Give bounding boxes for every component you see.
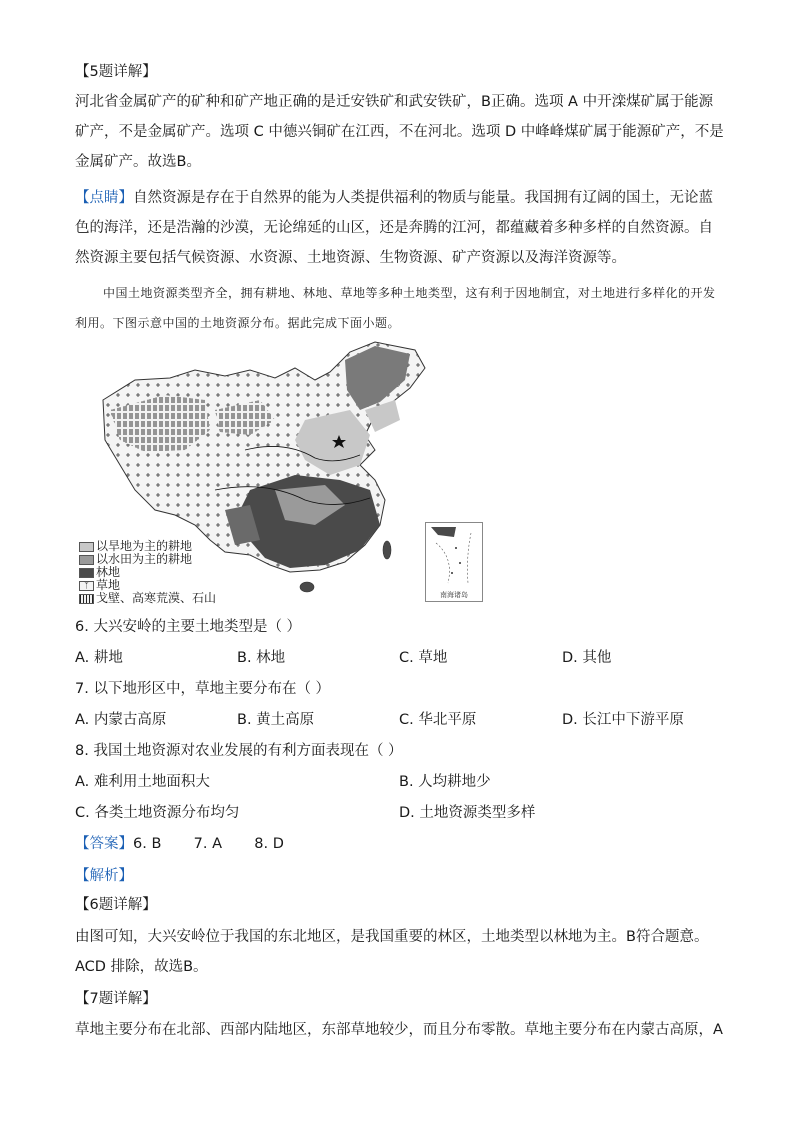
- q7-heading: 【7题详解】: [75, 991, 157, 1007]
- question-8-option-a[interactable]: A. 难利用土地面积大: [75, 774, 210, 790]
- question-8-stem: 8. 我国土地资源对农业发展的有利方面表现在（ ）: [75, 743, 403, 759]
- inset-map-graphic: [426, 523, 482, 591]
- question-6-option-c[interactable]: C. 草地: [399, 650, 448, 666]
- legend-swatch: [79, 568, 94, 578]
- q5-heading: 【5题详解】: [75, 64, 157, 80]
- question-6-option-a[interactable]: A. 耕地: [75, 650, 123, 666]
- dianjing-label: 【点睛】: [75, 190, 133, 206]
- question-8-option-d[interactable]: D. 土地资源类型多样: [399, 805, 536, 821]
- question-7-stem: 7. 以下地形区中，草地主要分布在（ ）: [75, 681, 331, 697]
- dianjing-text: 自然资源是存在于自然界的能为人类提供福利的物质与能量。我国拥有辽阔的国土，无论蓝色的海洋，还是浩瀚的沙漠，无论绵延的山区，还是奔腾的江河，都蕴藏着多种多样的自然资源。自然资源主要包括气候资源、水资源、土地资源、生物资源、矿产资源以及海洋资源等。: [75, 190, 713, 266]
- desert-pattern-icon: [79, 594, 94, 604]
- question-6-option-d[interactable]: D. 其他: [562, 650, 612, 666]
- legend-label: 林地: [96, 565, 121, 579]
- legend-item-desert: [79, 592, 216, 605]
- q7-explanation: 草地主要分布在北部、西部内陆地区，东部草地较少，而且分布零散。草地主要分布在内蒙古高原，A: [75, 1022, 723, 1038]
- legend-label: 草地: [96, 578, 121, 592]
- legend-swatch: [79, 555, 94, 565]
- q6-heading: 【6题详解】: [75, 897, 157, 913]
- inset-label: 南海诸岛: [440, 591, 468, 599]
- q6-explanation: 由图可知，大兴安岭位于我国的东北地区，是我国重要的林区，土地类型以林地为主。B符合题意。ACD 排除，故选B。: [75, 929, 709, 975]
- question-8-option-c[interactable]: C. 各类土地资源分布均匀: [75, 805, 240, 821]
- answer-label: 【答案】: [75, 836, 133, 852]
- question-7-option-d[interactable]: D. 长江中下游平原: [562, 712, 684, 728]
- question-6-stem: 6. 大兴安岭的主要土地类型是（ ）: [75, 619, 302, 635]
- legend-swatch: [79, 542, 94, 552]
- material-intro: 中国土地资源类型齐全，拥有耕地、林地、草地等多种土地类型，这有利于因地制宜，对土地进行多样化的开发利用。下图示意中国的土地资源分布。据此完成下面小题。: [75, 286, 716, 330]
- question-6-option-b[interactable]: B. 林地: [237, 650, 286, 666]
- dianjing-block: [75, 183, 725, 273]
- question-7-option-b[interactable]: B. 黄土高原: [237, 712, 315, 728]
- question-8-option-b[interactable]: B. 人均耕地少: [399, 774, 491, 790]
- answer-text: 6. B 7. A 8. D: [133, 836, 284, 852]
- question-7-option-a[interactable]: A. 内蒙古高原: [75, 712, 167, 728]
- legend-label: 以旱地为主的耕地: [96, 539, 193, 553]
- map-legend: [79, 540, 216, 605]
- answer-line: [75, 832, 284, 853]
- south-china-sea-inset: [425, 522, 483, 602]
- legend-label: 戈壁、高寒荒漠、石山: [96, 591, 217, 605]
- q5-explanation: 河北省金属矿产的矿种和矿产地正确的是迁安铁矿和武安铁矿，B正确。选项 A 中开滦煤矿属于能源矿产，不是金属矿产。选项 C 中德兴铜矿在江西，不在河北。选项 D 中峰峰煤矿属于能源矿产，不是金属矿产。故选B。: [75, 94, 724, 170]
- grass-icon: ᛉ: [79, 581, 94, 591]
- analysis-label: 【解析】: [75, 868, 133, 884]
- legend-label: 以水田为主的耕地: [96, 552, 193, 566]
- question-7-option-c[interactable]: C. 华北平原: [399, 712, 477, 728]
